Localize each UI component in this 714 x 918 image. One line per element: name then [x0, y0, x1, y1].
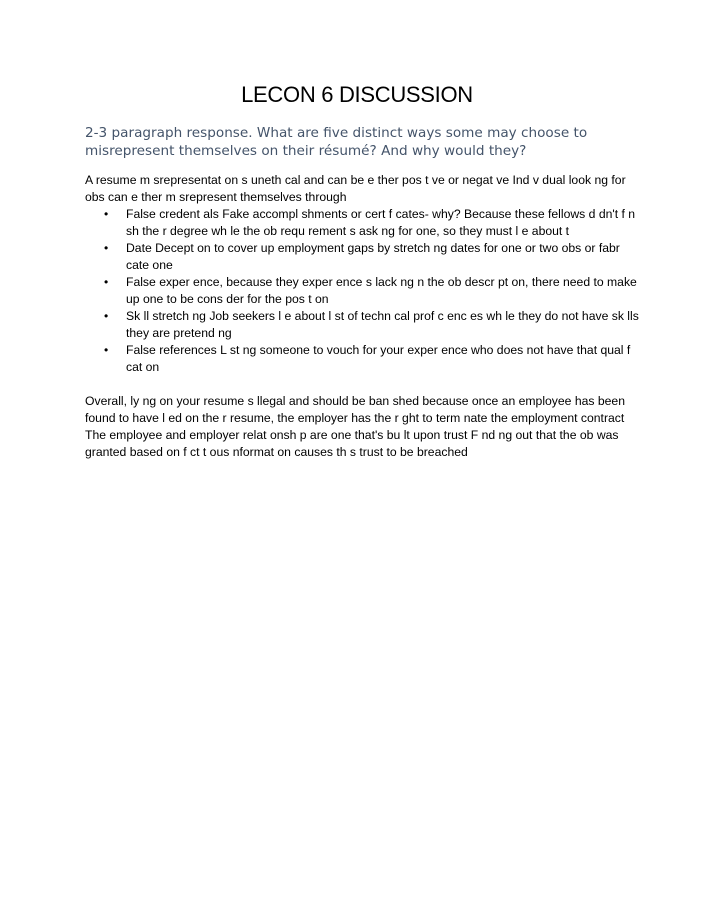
bullet-icon: •	[104, 241, 109, 255]
list-item	[85, 206, 645, 240]
list-item-text: False credent als Fake accompl shments or cert f cates- why? Because these fellows d dn't f n sh the r degree wh le the ob requ rement s ask ng for one, so they must l e about t	[126, 207, 636, 238]
paragraph-spacer	[85, 376, 645, 393]
bullet-icon: •	[104, 207, 109, 221]
bullet-list	[85, 206, 645, 376]
bullet-icon: •	[104, 275, 109, 289]
list-item-text: False references L st ng someone to vouch for your exper ence who does not have that qual f cat on	[126, 343, 631, 374]
document-body	[85, 172, 645, 461]
page-title: LECON 6 DISCUSSION	[241, 82, 473, 107]
prompt-heading: 2-3 paragraph response. What are ﬁve distinct ways some may choose to misrepresent themselves on their résumé? And why would they?	[85, 125, 588, 159]
list-item	[85, 274, 645, 308]
bullet-icon: •	[104, 343, 109, 357]
conclusion-paragraph: Overall, ly ng on your resume s llegal and should be ban shed because once an employee has been found to have l ed on the r resume, the employer has the r ght to term nate the employment contract The employee and employer relat onsh p are one that's bu lt upon trust F nd ng out that the ob was granted based on f ct t ous nformat on causes th s trust to be breached	[85, 394, 625, 459]
list-item-text: False exper ence, because they exper ence s lack ng n the ob descr pt on, there need to make up one to be cons der for the pos t on	[126, 275, 637, 306]
list-item	[85, 308, 645, 342]
list-item-text: Date Decept on to cover up employment gaps by stretch ng dates for one or two obs or fabr cate one	[126, 241, 620, 272]
list-item	[85, 342, 645, 376]
intro-paragraph: A resume m srepresentat on s uneth cal and can be e ther pos t ve or negat ve Ind v dual look ng for obs can e ther m srepresent themselves through	[85, 173, 626, 204]
list-item-text: Sk ll stretch ng Job seekers l e about l st of techn cal prof c enc es wh le they do not have sk lls they are pretend ng	[126, 309, 639, 340]
list-item	[85, 240, 645, 274]
bullet-icon: •	[104, 309, 109, 323]
